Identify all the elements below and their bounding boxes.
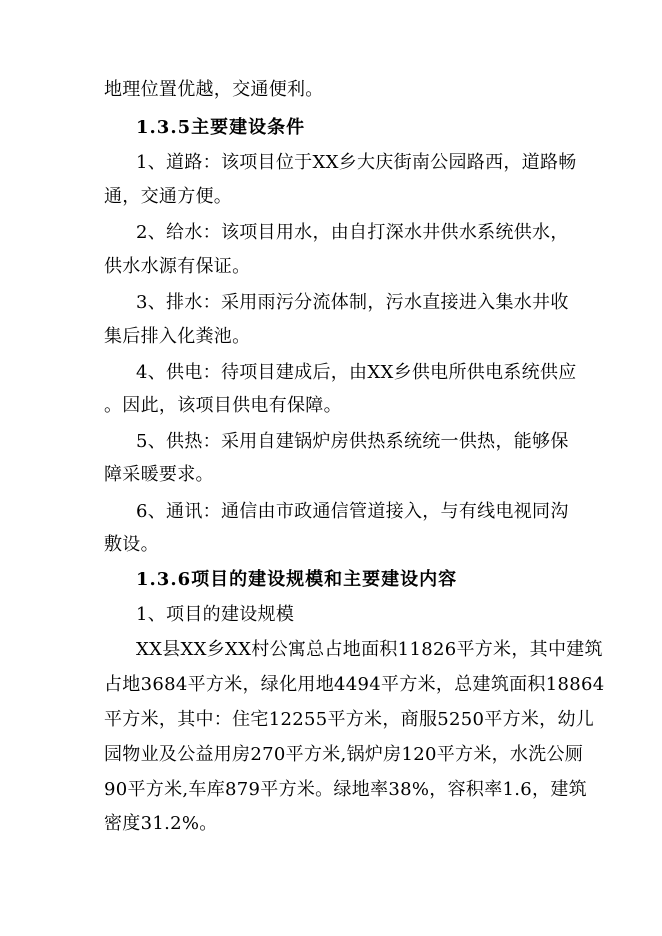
body-text-line: 供水水源有保证。 <box>104 256 251 277</box>
body-text-line: 占地3684平方米，绿化用地4494平方米，总建筑面积18864 <box>104 674 605 695</box>
body-text-line: 通，交通方便。 <box>104 186 233 207</box>
body-text-line: 密度31.2%。 <box>104 813 218 834</box>
body-text-line: 集后排入化粪池。 <box>104 326 251 347</box>
body-text-line: 园物业及公益用房270平方米,锅炉房120平方米，水洗公厕 <box>104 744 584 765</box>
body-text-line: 3、排水：采用雨污分流体制，污水直接进入集水井收 <box>136 292 569 313</box>
section-heading-1-3-6: 1.3.6项目的建设规模和主要建设内容 <box>136 569 458 590</box>
body-text-line: 4、供电：待项目建成后，由XX乡供电所供电系统供应 <box>136 362 577 383</box>
body-text-line: 地理位置优越，交通便利。 <box>104 79 324 100</box>
body-text-line: 6、通讯：通信由市政通信管道接入，与有线电视同沟 <box>136 501 569 522</box>
body-text-line: 平方米，其中：住宅12255平方米，商服5250平方米，幼儿 <box>104 709 595 730</box>
body-text-line: 。因此，该项目供电有保障。 <box>104 395 342 416</box>
body-text-line: 敷设。 <box>104 534 159 555</box>
body-text-line: 1、项目的建设规模 <box>136 604 295 625</box>
body-text-line: XX县XX乡XX村公寓总占地面积11826平方米，其中建筑 <box>136 639 603 660</box>
body-text-line: 障采暖要求。 <box>104 464 214 485</box>
section-heading-1-3-5: 1.3.5主要建设条件 <box>136 117 306 138</box>
body-text-line: 5、供热：采用自建锅炉房供热系统统一供热，能够保 <box>136 431 569 452</box>
body-text-line: 1、道路：该项目位于XX乡大庆街南公园路西，道路畅 <box>136 152 577 173</box>
body-text-line: 2、给水：该项目用水，由自打深水井供水系统供水， <box>136 222 569 243</box>
body-text-line: 90平方米,车库879平方米。绿地率38%，容积率1.6，建筑 <box>104 779 587 800</box>
